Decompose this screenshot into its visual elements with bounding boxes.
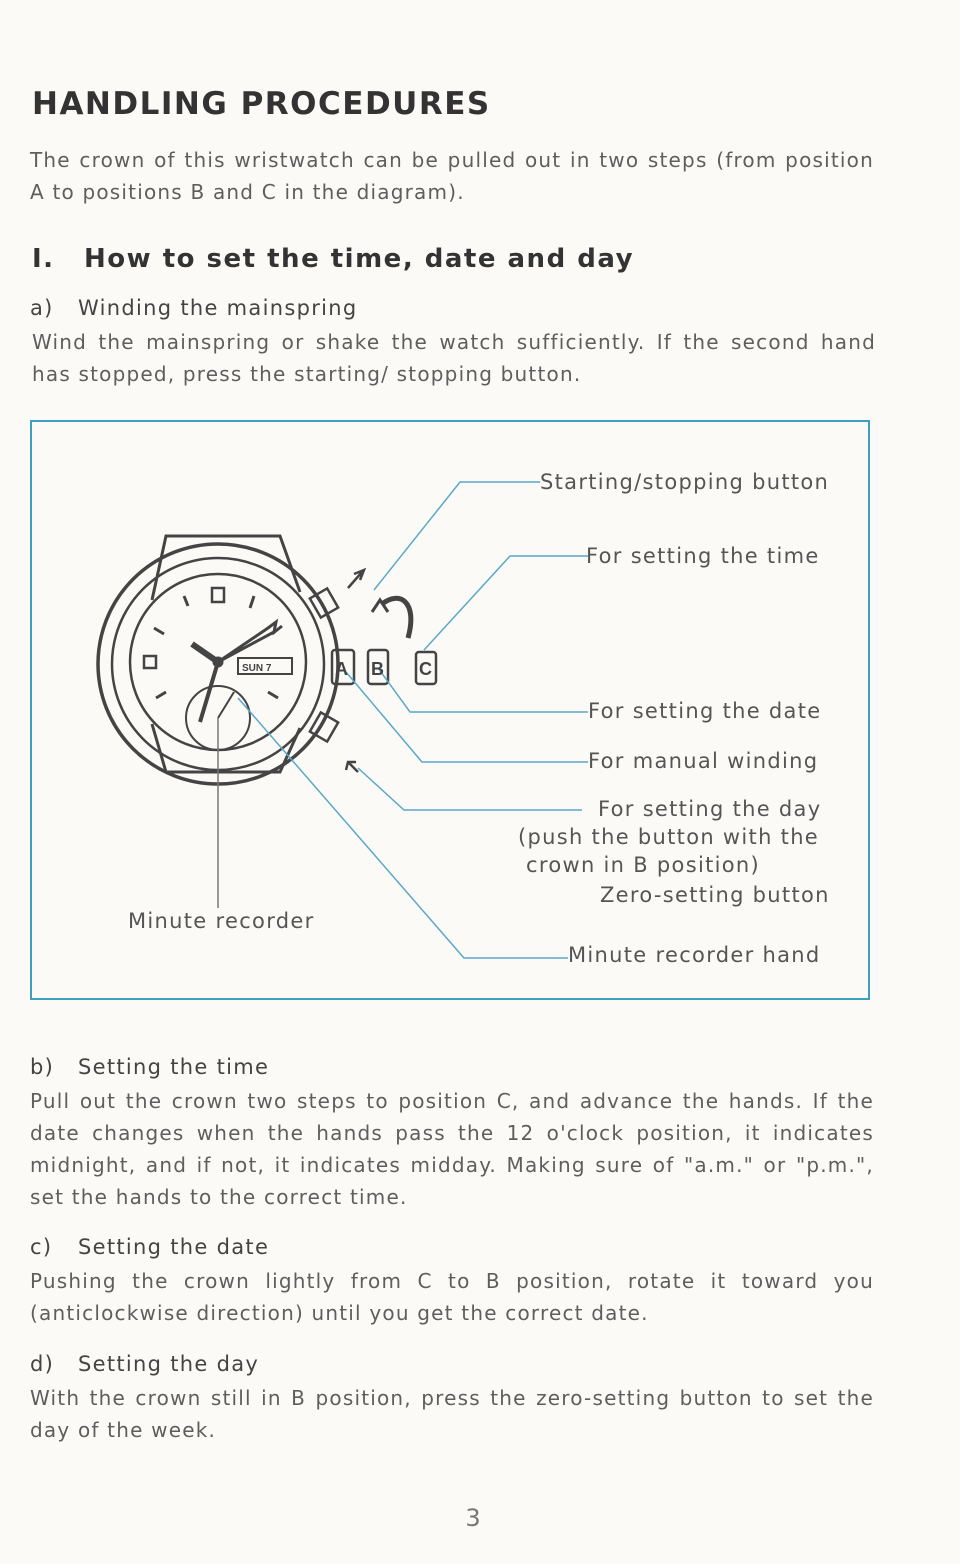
step-c-heading xyxy=(30,1235,269,1259)
label-set-day-1: For setting the day xyxy=(598,797,822,821)
step-c-text: Pushing the crown lightly from C to B position, rotate it toward you (anticlockwise direction) until you get the correct date. xyxy=(30,1269,874,1325)
step-a-letter: a) xyxy=(30,296,54,320)
step-a-text: Wind the mainspring or shake the watch sufficiently. If the second hand has stopped, press the starting/ stopping button. xyxy=(32,330,876,386)
step-d-title: Setting the day xyxy=(78,1352,260,1376)
step-d-heading xyxy=(30,1352,259,1376)
step-c-letter: c) xyxy=(30,1235,53,1259)
label-set-day-3: crown in B position) xyxy=(526,853,761,877)
page-number: 3 xyxy=(465,1504,481,1532)
step-d-text: With the crown still in B position, press the zero-setting button to set the day of the week. xyxy=(30,1386,874,1442)
section-title: How to set the time, date and day xyxy=(84,244,635,274)
label-minute-recorder-hand: Minute recorder hand xyxy=(568,943,821,967)
section-heading xyxy=(32,244,634,274)
label-set-date: For setting the date xyxy=(588,699,822,723)
step-d-letter: d) xyxy=(30,1352,55,1376)
position-c: C xyxy=(419,659,432,679)
step-c-title: Setting the date xyxy=(78,1235,270,1259)
step-b-letter: b) xyxy=(30,1055,55,1079)
step-b-title: Setting the time xyxy=(78,1055,270,1079)
watch-diagram xyxy=(30,420,870,1000)
position-b: B xyxy=(371,659,384,679)
label-zero-setting: Zero-setting button xyxy=(600,883,830,907)
section-number: I. xyxy=(32,244,55,274)
step-b-heading xyxy=(30,1055,269,1079)
intro-paragraph: The crown of this wristwatch can be pulled out in two steps (from position A to positions B and C in the diagram). xyxy=(30,148,874,204)
label-set-time: For setting the time xyxy=(586,544,820,568)
label-start-stop: Starting/stopping button xyxy=(540,470,830,494)
step-a-heading xyxy=(30,296,358,320)
label-minute-recorder: Minute recorder xyxy=(128,909,315,933)
label-manual-winding: For manual winding xyxy=(588,749,819,773)
step-b-text: Pull out the crown two steps to position C, and advance the hands. If the date changes when the hands pass the 12 o'clock position, it indicates midnight, and if not, it indicates midday. Making sure of "a.m." or "p.m.", set the hands to the correct time. xyxy=(30,1089,874,1209)
page-title: HANDLING PROCEDURES xyxy=(32,86,491,122)
position-a: A xyxy=(335,659,348,679)
step-a-title: Winding the mainspring xyxy=(78,296,358,320)
date-window-text: SUN 7 xyxy=(242,663,272,674)
label-set-day-2: (push the button with the xyxy=(518,825,820,849)
